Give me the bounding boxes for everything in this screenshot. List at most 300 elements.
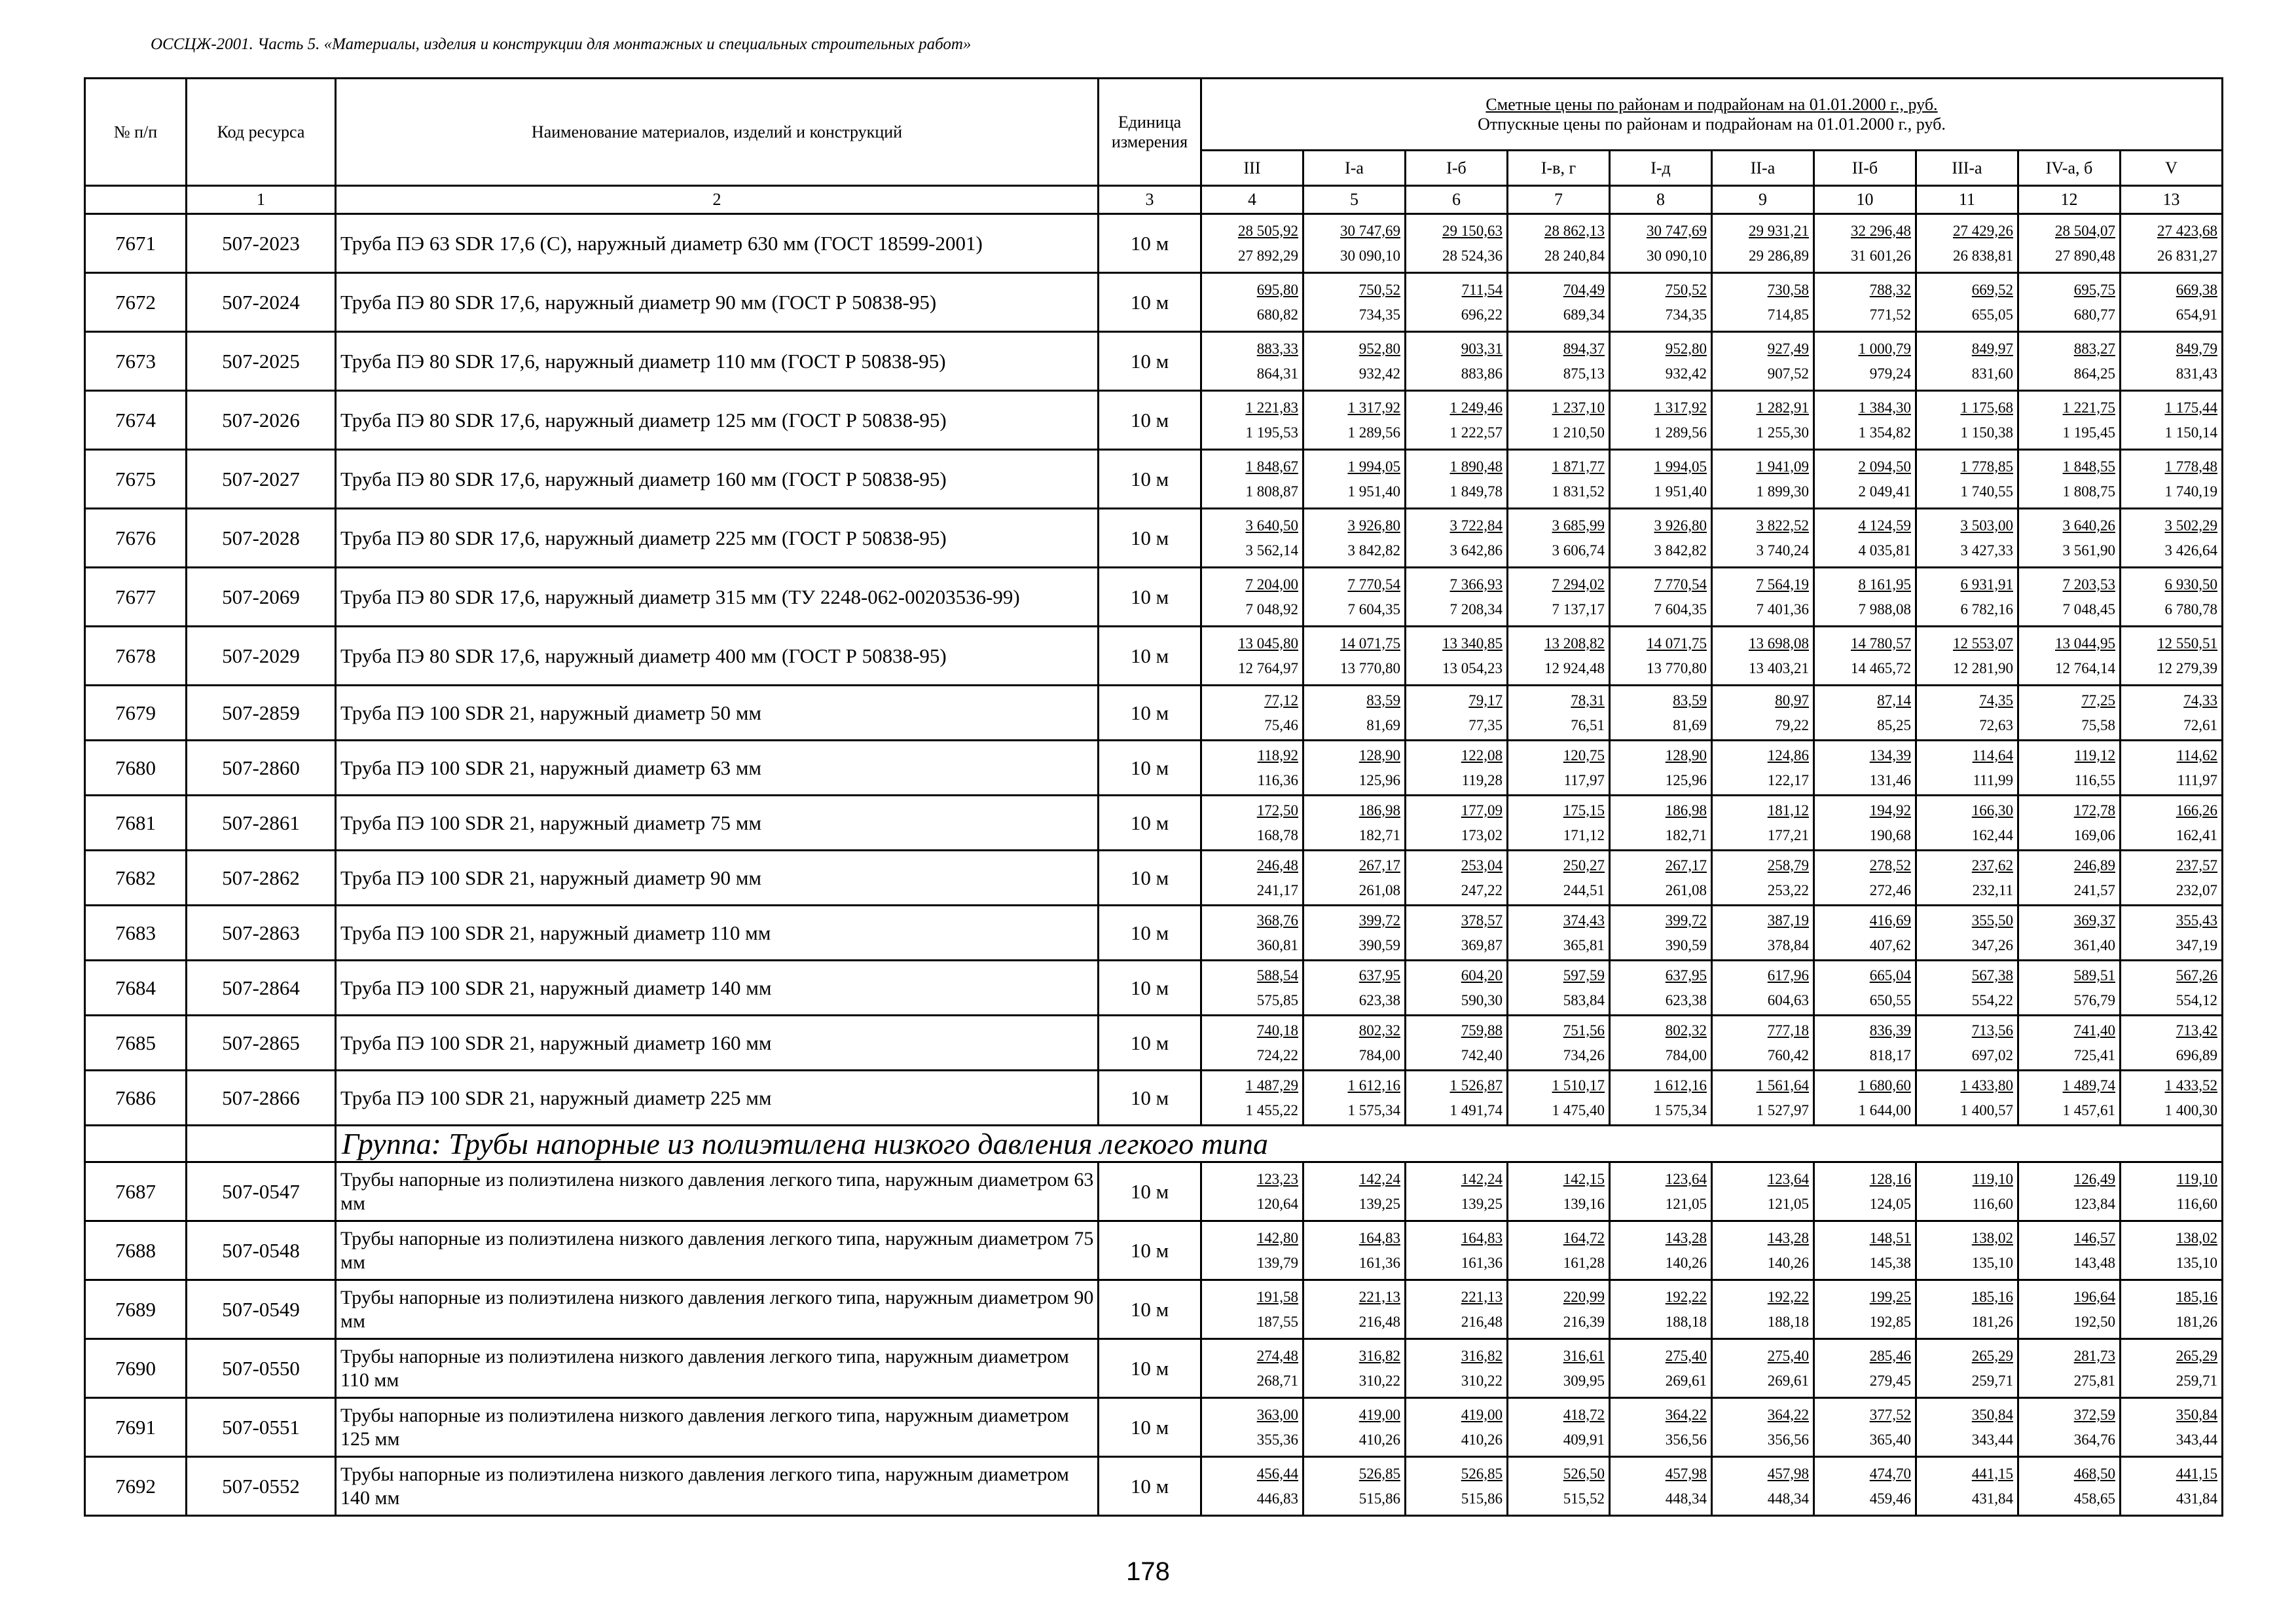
price-cell [1303, 851, 1406, 906]
estimated-price: 1 433,80 [1960, 1077, 2013, 1094]
wholesale-price: 458,65 [2073, 1490, 2115, 1507]
price-cell [1712, 906, 1814, 961]
estimated-price: 13 045,80 [1238, 635, 1298, 652]
price-cell [1201, 906, 1303, 961]
wholesale-price: 13 770,80 [1340, 659, 1400, 676]
estimated-price: 836,39 [1869, 1022, 1911, 1039]
wholesale-price: 410,26 [1461, 1431, 1503, 1448]
wholesale-price: 269,61 [1767, 1372, 1809, 1389]
price-cell [1406, 568, 1508, 627]
price-cell [1610, 796, 1712, 851]
price-cell [1406, 391, 1508, 450]
price-cell [2018, 851, 2121, 906]
wholesale-price: 932,42 [1358, 365, 1400, 382]
estimated-price: 1 680,60 [1858, 1077, 1911, 1094]
price-cell [1406, 627, 1508, 686]
wholesale-price: 125,96 [1665, 771, 1707, 788]
price-cell [2018, 273, 2121, 332]
wholesale-price: 188,18 [1767, 1313, 1809, 1330]
estimated-price: 1 317,92 [1347, 399, 1400, 416]
table-row [85, 1339, 2223, 1398]
wholesale-price: 3 427,33 [1960, 542, 2013, 559]
wholesale-price: 343,44 [2176, 1431, 2217, 1448]
wholesale-price: 241,57 [2073, 881, 2115, 898]
price-cell [2121, 391, 2223, 450]
wholesale-price: 369,87 [1461, 936, 1503, 953]
price-cell [2018, 627, 2121, 686]
estimated-price: 1 848,55 [2062, 458, 2115, 475]
column-number: 3 [1099, 186, 1201, 214]
wholesale-price: 364,76 [2073, 1431, 2115, 1448]
price-cell [1303, 1016, 1406, 1071]
price-cell [1508, 1221, 1610, 1280]
estimated-price: 13 340,85 [1442, 635, 1503, 652]
estimated-price: 713,56 [1971, 1022, 2013, 1039]
wholesale-price: 192,50 [2073, 1313, 2115, 1330]
estimated-price: 399,72 [1665, 912, 1707, 929]
column-number: 10 [1814, 186, 1916, 214]
price-cell [1610, 332, 1712, 391]
price-cell [1201, 1162, 1303, 1221]
price-cell [2018, 1339, 2121, 1398]
estimated-price: 274,48 [1256, 1347, 1298, 1364]
wholesale-price: 410,26 [1358, 1431, 1400, 1448]
estimated-price: 1 612,16 [1347, 1077, 1400, 1094]
price-cell [1610, 450, 1712, 509]
wholesale-price: 117,97 [1563, 771, 1605, 788]
price-cell [1814, 851, 1916, 906]
material-name: Труба ПЭ 80 SDR 17,6, наружный диаметр 400 мм (ГОСТ Р 50838-95) [336, 627, 1099, 686]
wholesale-price: 182,71 [1358, 826, 1400, 843]
estimated-price: 77,25 [2081, 692, 2115, 709]
unit: 10 м [1099, 568, 1201, 627]
wholesale-price: 162,44 [1971, 826, 2013, 843]
estimated-price: 142,24 [1358, 1170, 1400, 1187]
price-cell [1303, 1280, 1406, 1339]
price-cell [1508, 851, 1610, 906]
resource-code: 507-2866 [187, 1071, 336, 1126]
table-row [85, 273, 2223, 332]
price-cell [1610, 627, 1712, 686]
estimated-price: 281,73 [2073, 1347, 2115, 1364]
price-cell [1201, 214, 1303, 273]
row-number: 7689 [85, 1280, 187, 1339]
wholesale-price: 347,26 [1971, 936, 2013, 953]
wholesale-price: 171,12 [1563, 826, 1605, 843]
unit: 10 м [1099, 1339, 1201, 1398]
price-cell [1610, 851, 1712, 906]
price-cell [1916, 332, 2018, 391]
estimated-price: 1 612,16 [1654, 1077, 1707, 1094]
estimated-price: 275,40 [1665, 1347, 1707, 1364]
wholesale-price: 4 035,81 [1858, 542, 1911, 559]
wholesale-price: 111,97 [2177, 771, 2217, 788]
material-name: Труба ПЭ 80 SDR 17,6, наружный диаметр 160 мм (ГОСТ Р 50838-95) [336, 450, 1099, 509]
table-row [85, 741, 2223, 796]
wholesale-price: 75,46 [1264, 716, 1298, 733]
price-cell [1406, 961, 1508, 1016]
estimated-price: 316,82 [1358, 1347, 1400, 1364]
estimated-price: 78,31 [1571, 692, 1605, 709]
price-cell [1814, 332, 1916, 391]
estimated-price: 355,50 [1971, 912, 2013, 929]
wholesale-price: 623,38 [1358, 991, 1400, 1008]
row-number: 7684 [85, 961, 187, 1016]
unit: 10 м [1099, 332, 1201, 391]
estimated-price: 927,49 [1767, 340, 1809, 357]
estimated-price: 7 366,93 [1449, 576, 1503, 593]
wholesale-price: 1 150,38 [1960, 424, 2013, 441]
estimated-price: 186,98 [1358, 802, 1400, 819]
wholesale-price: 1 195,53 [1245, 424, 1298, 441]
resource-code: 507-2029 [187, 627, 336, 686]
estimated-price: 387,19 [1767, 912, 1809, 929]
wholesale-price: 120,64 [1256, 1195, 1298, 1212]
estimated-price: 1 489,74 [2062, 1077, 2115, 1094]
row-number: 7690 [85, 1339, 187, 1398]
price-cell [1916, 1457, 2018, 1516]
estimated-price: 12 550,51 [2157, 635, 2217, 652]
price-cell [1201, 686, 1303, 741]
estimated-price: 120,75 [1563, 747, 1605, 764]
wholesale-price: 12 924,48 [1544, 659, 1605, 676]
price-cell [1406, 796, 1508, 851]
estimated-price: 285,46 [1869, 1347, 1911, 1364]
material-name: Труба ПЭ 100 SDR 21, наружный диаметр 75 мм [336, 796, 1099, 851]
estimated-price: 123,64 [1767, 1170, 1809, 1187]
table-row [85, 332, 2223, 391]
wholesale-price: 116,55 [2074, 771, 2115, 788]
price-cell [1916, 1162, 2018, 1221]
wholesale-price: 161,28 [1563, 1254, 1605, 1271]
estimated-price: 883,27 [2073, 340, 2115, 357]
column-number: 9 [1712, 186, 1814, 214]
estimated-price: 567,38 [1971, 967, 2013, 984]
wholesale-price: 831,60 [1971, 365, 2013, 382]
price-cell [1712, 1221, 1814, 1280]
wholesale-price: 696,89 [2176, 1046, 2217, 1063]
wholesale-price: 714,85 [1767, 306, 1809, 323]
estimated-price: 13 044,95 [2055, 635, 2115, 652]
wholesale-price: 26 838,81 [1953, 247, 2013, 264]
estimated-price: 669,38 [2176, 281, 2217, 298]
price-cell [1610, 509, 1712, 568]
wholesale-price: 29 286,89 [1749, 247, 1809, 264]
estimated-price: 29 931,21 [1749, 222, 1809, 239]
price-cell [2018, 1457, 2121, 1516]
estimated-price: 14 071,75 [1647, 635, 1707, 652]
price-cell [2121, 509, 2223, 568]
wholesale-price: 121,05 [1665, 1195, 1707, 1212]
wholesale-price: 27 890,48 [2055, 247, 2115, 264]
wholesale-price: 75,58 [2081, 716, 2115, 733]
prices-header [1201, 79, 2223, 151]
estimated-price: 3 502,29 [2164, 517, 2217, 534]
estimated-price: 474,70 [1869, 1465, 1911, 1482]
resource-code: 507-2025 [187, 332, 336, 391]
price-cell [1814, 1457, 1916, 1516]
price-cell [2121, 741, 2223, 796]
material-name: Труба ПЭ 100 SDR 21, наружный диаметр 90 мм [336, 851, 1099, 906]
estimated-price: 377,52 [1869, 1406, 1911, 1423]
price-cell [2018, 1071, 2121, 1126]
estimated-price: 148,51 [1869, 1229, 1911, 1246]
wholesale-price: 365,40 [1869, 1431, 1911, 1448]
wholesale-price: 135,10 [2176, 1254, 2217, 1271]
price-cell [1814, 1221, 1916, 1280]
price-cell [1303, 1398, 1406, 1457]
estimated-price: 526,50 [1563, 1465, 1605, 1482]
resource-code: 507-2024 [187, 273, 336, 332]
wholesale-price: 1 222,57 [1449, 424, 1503, 441]
wholesale-price: 259,71 [1971, 1372, 2013, 1389]
estimated-price: 74,35 [1979, 692, 2013, 709]
price-cell [2018, 568, 2121, 627]
col-name-header: Наименование материалов, изделий и конструкций [336, 79, 1099, 186]
price-cell [1406, 450, 1508, 509]
estimated-price: 138,02 [2176, 1229, 2217, 1246]
price-cell [1610, 568, 1712, 627]
price-cell [1201, 1339, 1303, 1398]
price-cell [2018, 686, 2121, 741]
wholesale-price: 161,36 [1358, 1254, 1400, 1271]
resource-code: 507-0548 [187, 1221, 336, 1280]
price-cell [1303, 741, 1406, 796]
estimated-price: 1 249,46 [1449, 399, 1503, 416]
price-cell [1916, 627, 2018, 686]
price-cell [1201, 1457, 1303, 1516]
estimated-price: 27 429,26 [1953, 222, 2013, 239]
price-cell [1916, 214, 2018, 273]
estimated-price: 142,80 [1256, 1229, 1298, 1246]
wholesale-price: 26 831,27 [2157, 247, 2217, 264]
material-name: Труба ПЭ 80 SDR 17,6, наружный диаметр 315 мм (ТУ 2248-062-00203536-99) [336, 568, 1099, 627]
unit: 10 м [1099, 391, 1201, 450]
wholesale-price: 6 780,78 [2164, 600, 2217, 618]
price-cell [1406, 741, 1508, 796]
wholesale-price: 232,07 [2176, 881, 2217, 898]
price-table [84, 77, 2223, 1517]
price-cell [1814, 741, 1916, 796]
price-cell [1303, 1162, 1406, 1221]
estimated-price: 28 504,07 [2055, 222, 2115, 239]
estimated-price: 1 487,29 [1245, 1077, 1298, 1094]
resource-code: 507-2026 [187, 391, 336, 450]
unit: 10 м [1099, 686, 1201, 741]
estimated-price: 363,00 [1256, 1406, 1298, 1423]
price-cell [1814, 450, 1916, 509]
wholesale-price: 1 195,45 [2062, 424, 2115, 441]
price-cell [1201, 568, 1303, 627]
estimated-price: 952,80 [1665, 340, 1707, 357]
estimated-price: 138,02 [1971, 1229, 2013, 1246]
price-cell [1406, 1221, 1508, 1280]
price-cell [1814, 1280, 1916, 1339]
material-name: Труба ПЭ 100 SDR 21, наружный диаметр 50 мм [336, 686, 1099, 741]
wholesale-price: 771,52 [1869, 306, 1911, 323]
price-cell [1814, 961, 1916, 1016]
estimated-price: 419,00 [1358, 1406, 1400, 1423]
estimated-price: 267,17 [1358, 857, 1400, 874]
price-cell [1406, 214, 1508, 273]
wholesale-price: 760,42 [1767, 1046, 1809, 1063]
price-cell [2121, 1398, 2223, 1457]
wholesale-price: 784,00 [1358, 1046, 1400, 1063]
wholesale-price: 1 740,19 [2164, 483, 2217, 500]
column-number: 12 [2018, 186, 2121, 214]
price-cell [1508, 273, 1610, 332]
price-cell [1406, 851, 1508, 906]
estimated-price: 119,10 [1972, 1170, 2013, 1187]
estimated-price: 1 871,77 [1552, 458, 1605, 475]
price-cell [1508, 568, 1610, 627]
estimated-price: 3 640,50 [1245, 517, 1298, 534]
price-cell [1712, 391, 1814, 450]
column-number: 5 [1303, 186, 1406, 214]
estimated-price: 457,98 [1767, 1465, 1809, 1482]
estimated-price: 221,13 [1461, 1288, 1503, 1305]
group-row [85, 1126, 2223, 1162]
estimated-price: 456,44 [1256, 1465, 1298, 1482]
unit: 10 м [1099, 796, 1201, 851]
price-cell [2121, 906, 2223, 961]
wholesale-price: 515,52 [1563, 1490, 1605, 1507]
wholesale-price: 72,61 [2183, 716, 2217, 733]
estimated-price: 3 926,80 [1347, 517, 1400, 534]
wholesale-price: 448,34 [1665, 1490, 1707, 1507]
estimated-price: 196,64 [2073, 1288, 2115, 1305]
wholesale-price: 272,46 [1869, 881, 1911, 898]
material-name: Труба ПЭ 100 SDR 21, наружный диаметр 160 мм [336, 1016, 1099, 1071]
unit: 10 м [1099, 1457, 1201, 1516]
price-cell [1610, 1221, 1712, 1280]
wholesale-price: 355,36 [1256, 1431, 1298, 1448]
estimated-price: 172,50 [1256, 802, 1298, 819]
wholesale-price: 177,21 [1767, 826, 1809, 843]
estimated-price: 7 564,19 [1756, 576, 1809, 593]
resource-code: 507-2863 [187, 906, 336, 961]
estimated-price: 3 503,00 [1960, 517, 2013, 534]
wholesale-price: 13 770,80 [1647, 659, 1707, 676]
price-cell [1712, 1398, 1814, 1457]
row-number: 7671 [85, 214, 187, 273]
row-number: 7674 [85, 391, 187, 450]
column-number: 4 [1201, 186, 1303, 214]
price-cell [1303, 568, 1406, 627]
row-number: 7685 [85, 1016, 187, 1071]
wholesale-price: 81,69 [1673, 716, 1707, 733]
price-cell [1712, 741, 1814, 796]
price-cell [1712, 1162, 1814, 1221]
estimated-price: 77,12 [1264, 692, 1298, 709]
table-row [85, 627, 2223, 686]
estimated-price: 665,04 [1869, 967, 1911, 984]
estimated-price: 441,15 [2176, 1465, 2217, 1482]
estimated-price: 589,51 [2073, 967, 2115, 984]
estimated-price: 1 526,87 [1449, 1077, 1503, 1094]
wholesale-price: 139,16 [1563, 1195, 1605, 1212]
estimated-price: 597,59 [1563, 967, 1605, 984]
unit: 10 м [1099, 961, 1201, 1016]
estimated-price: 669,52 [1971, 281, 2013, 298]
wholesale-price: 14 465,72 [1851, 659, 1911, 676]
wholesale-price: 3 842,82 [1347, 542, 1400, 559]
estimated-price: 1 000,79 [1858, 340, 1911, 357]
wholesale-price: 883,86 [1461, 365, 1503, 382]
material-name: Труба ПЭ 100 SDR 21, наружный диаметр 140 мм [336, 961, 1099, 1016]
table-row [85, 450, 2223, 509]
estimated-price: 258,79 [1767, 857, 1809, 874]
table-body-1 [85, 214, 2223, 1126]
estimated-price: 13 698,08 [1749, 635, 1809, 652]
estimated-price: 237,62 [1971, 857, 2013, 874]
price-cell [1303, 906, 1406, 961]
estimated-price: 1 994,05 [1654, 458, 1707, 475]
estimated-price: 194,92 [1869, 802, 1911, 819]
column-number: 8 [1610, 186, 1712, 214]
price-cell [1508, 961, 1610, 1016]
price-cell [1916, 851, 2018, 906]
price-cell [1712, 509, 1814, 568]
price-cell [1814, 796, 1916, 851]
estimated-price: 1 890,48 [1449, 458, 1503, 475]
price-cell [1610, 1398, 1712, 1457]
wholesale-price: 188,18 [1665, 1313, 1707, 1330]
price-cell [2018, 391, 2121, 450]
wholesale-price: 1 899,30 [1756, 483, 1809, 500]
price-cell [1303, 214, 1406, 273]
resource-code: 507-2027 [187, 450, 336, 509]
price-cell [1406, 273, 1508, 332]
wholesale-price: 12 764,97 [1238, 659, 1298, 676]
wholesale-price: 2 049,41 [1858, 483, 1911, 500]
estimated-price: 28 505,92 [1238, 222, 1298, 239]
material-name: Труба ПЭ 100 SDR 21, наружный диаметр 225 мм [336, 1071, 1099, 1126]
estimated-price: 1 433,52 [2164, 1077, 2217, 1094]
estimated-price: 118,92 [1257, 747, 1298, 764]
price-cell [1610, 961, 1712, 1016]
resource-code: 507-2069 [187, 568, 336, 627]
wholesale-price: 864,31 [1256, 365, 1298, 382]
material-name: Труба ПЭ 80 SDR 17,6, наружный диаметр 90 мм (ГОСТ Р 50838-95) [336, 273, 1099, 332]
estimated-price: 114,64 [1972, 747, 2013, 764]
wholesale-price: 784,00 [1665, 1046, 1707, 1063]
estimated-price: 418,72 [1563, 1406, 1605, 1423]
price-cell [1712, 796, 1814, 851]
price-cell [2121, 961, 2223, 1016]
row-number: 7686 [85, 1071, 187, 1126]
row-number: 7677 [85, 568, 187, 627]
estimated-price: 83,59 [1366, 692, 1400, 709]
estimated-price: 1 941,09 [1756, 458, 1809, 475]
region-header: II-б [1814, 151, 1916, 186]
wholesale-price: 116,36 [1257, 771, 1298, 788]
price-cell [1508, 450, 1610, 509]
table-row [85, 214, 2223, 273]
column-number: 1 [187, 186, 336, 214]
wholesale-price: 1 400,57 [1960, 1101, 2013, 1118]
estimated-price: 741,40 [2073, 1022, 2115, 1039]
running-header: ОССЦЖ-2001. Часть 5. «Материалы, изделия и конструкции для монтажных и специальных строительных работ» [151, 35, 972, 53]
page-number: 178 [1126, 1557, 1170, 1586]
estimated-price: 364,22 [1665, 1406, 1707, 1423]
wholesale-price: 1 951,40 [1347, 483, 1400, 500]
wholesale-price: 1 475,40 [1552, 1101, 1605, 1118]
price-cell [1916, 450, 2018, 509]
wholesale-price: 590,30 [1461, 991, 1503, 1008]
wholesale-price: 192,85 [1869, 1313, 1911, 1330]
estimated-price: 7 294,02 [1552, 576, 1605, 593]
